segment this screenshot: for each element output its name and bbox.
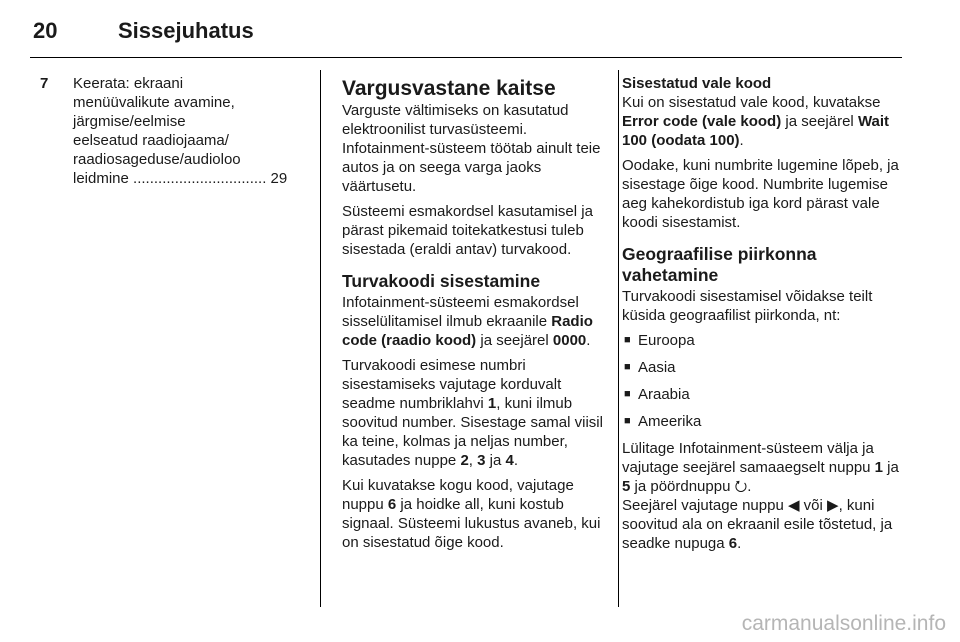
paragraph: Varguste vältimiseks on kasutatud elektroonilist turvasüsteemi. Infotainment-süsteem töötab ainult teie autos ja on seega varga jaoks väärtusetu. [342,102,601,195]
toc-line: eelseatud raadiojaama/ [73,132,229,149]
region-list [622,331,908,431]
list-item: ■ Araabia [624,386,690,403]
toc-line: menüüvalikute avamine, [73,94,235,111]
list-item: ■ Ameerika [624,413,702,430]
toc-line: raadiosageduse/audioloo [73,151,241,168]
toc-entry [40,74,310,188]
list-item: ■ Euroopa [624,332,695,349]
paragraph: Infotainment-süsteemi esmakordsel sisselülitamisel ilmub ekraanile Radio code (raadio kood) ja seejärel 0000. [342,294,593,349]
paragraph: Kui kuvatakse kogu kood, vajutage nuppu 6 ja hoidke all, kuni kostub signaal. Süsteemi lukustus avaneb, kui on sisestatud õige kood. [342,477,601,551]
column-divider-right [618,70,619,607]
paragraph: Lülitage Infotainment-süsteem välja ja vajutage seejärel samaaegselt nuppu 1 ja 5 ja pöördnuppu ⭮. [622,440,899,495]
toc-line: Keerata: ekraani [73,75,184,92]
page-title: Sissejuhatus [118,18,254,43]
column-1 [40,74,310,188]
paragraph: Turvakoodi esimese numbri sisestamiseks vajutage korduvalt seadme numbriklahvi 1, kuni ilmub soovitud number. Sisestage samal viisil ka teine, kolmas ja neljas number, kasutades nuppe 2, 3 ja 4. [342,357,603,469]
toc-line: järgmise/eelmise [73,113,186,130]
section-heading: Geograafilise piirkonna vahetamine [622,244,817,285]
column-3 [622,74,908,559]
paragraph: Oodake, kuni numbrite lugemine lõpeb, ja sisestage õige kood. Numbrite lugemise aeg kahekordistub iga kord pärast vale koodi sisestamist. [622,157,899,231]
column-2 [342,74,608,558]
bullet-icon: ■ [624,361,631,373]
paragraph: Kui on sisestatud vale kood, kuvatakse Error code (vale kood) ja seejärel Wait 100 (oodata 100). [622,94,890,149]
watermark: carmanualsonline.info [741,612,946,635]
list-item: ■ Aasia [624,359,676,376]
column-divider-left [320,70,321,607]
subsection-heading: Turvakoodi sisestamine [342,271,541,291]
toc-text [73,74,303,188]
bullet-icon: ■ [624,388,631,400]
toc-number: 7 [40,75,49,92]
page-number: 20 [33,18,58,43]
section-heading: Vargusvastane kaitse [342,77,556,100]
header-divider [30,57,902,58]
paragraph: Süsteemi esmakordsel kasutamisel ja pärast pikemaid toitekatkestusi tuleb sisestada (eraldi antav) turvakood. [342,203,593,258]
toc-line: leidmine ................................ 29 [73,170,288,187]
left-arrow-icon: ◀ [787,497,800,514]
paragraph: Turvakoodi sisestamisel võidakse teilt küsida geograafilist piirkonda, nt: [622,288,873,324]
paragraph: Seejärel vajutage nuppu ◀ või ▶, kuni soovitud ala on ekraanil esile tõstetud, ja seadke nupuga 6. [622,497,893,552]
subsection-heading: Sisestatud vale kood [622,75,772,92]
bullet-icon: ■ [624,334,631,346]
right-arrow-icon: ▶ [827,497,839,514]
bullet-icon: ■ [624,415,631,427]
rotary-knob-icon: ⭮ [734,478,748,495]
